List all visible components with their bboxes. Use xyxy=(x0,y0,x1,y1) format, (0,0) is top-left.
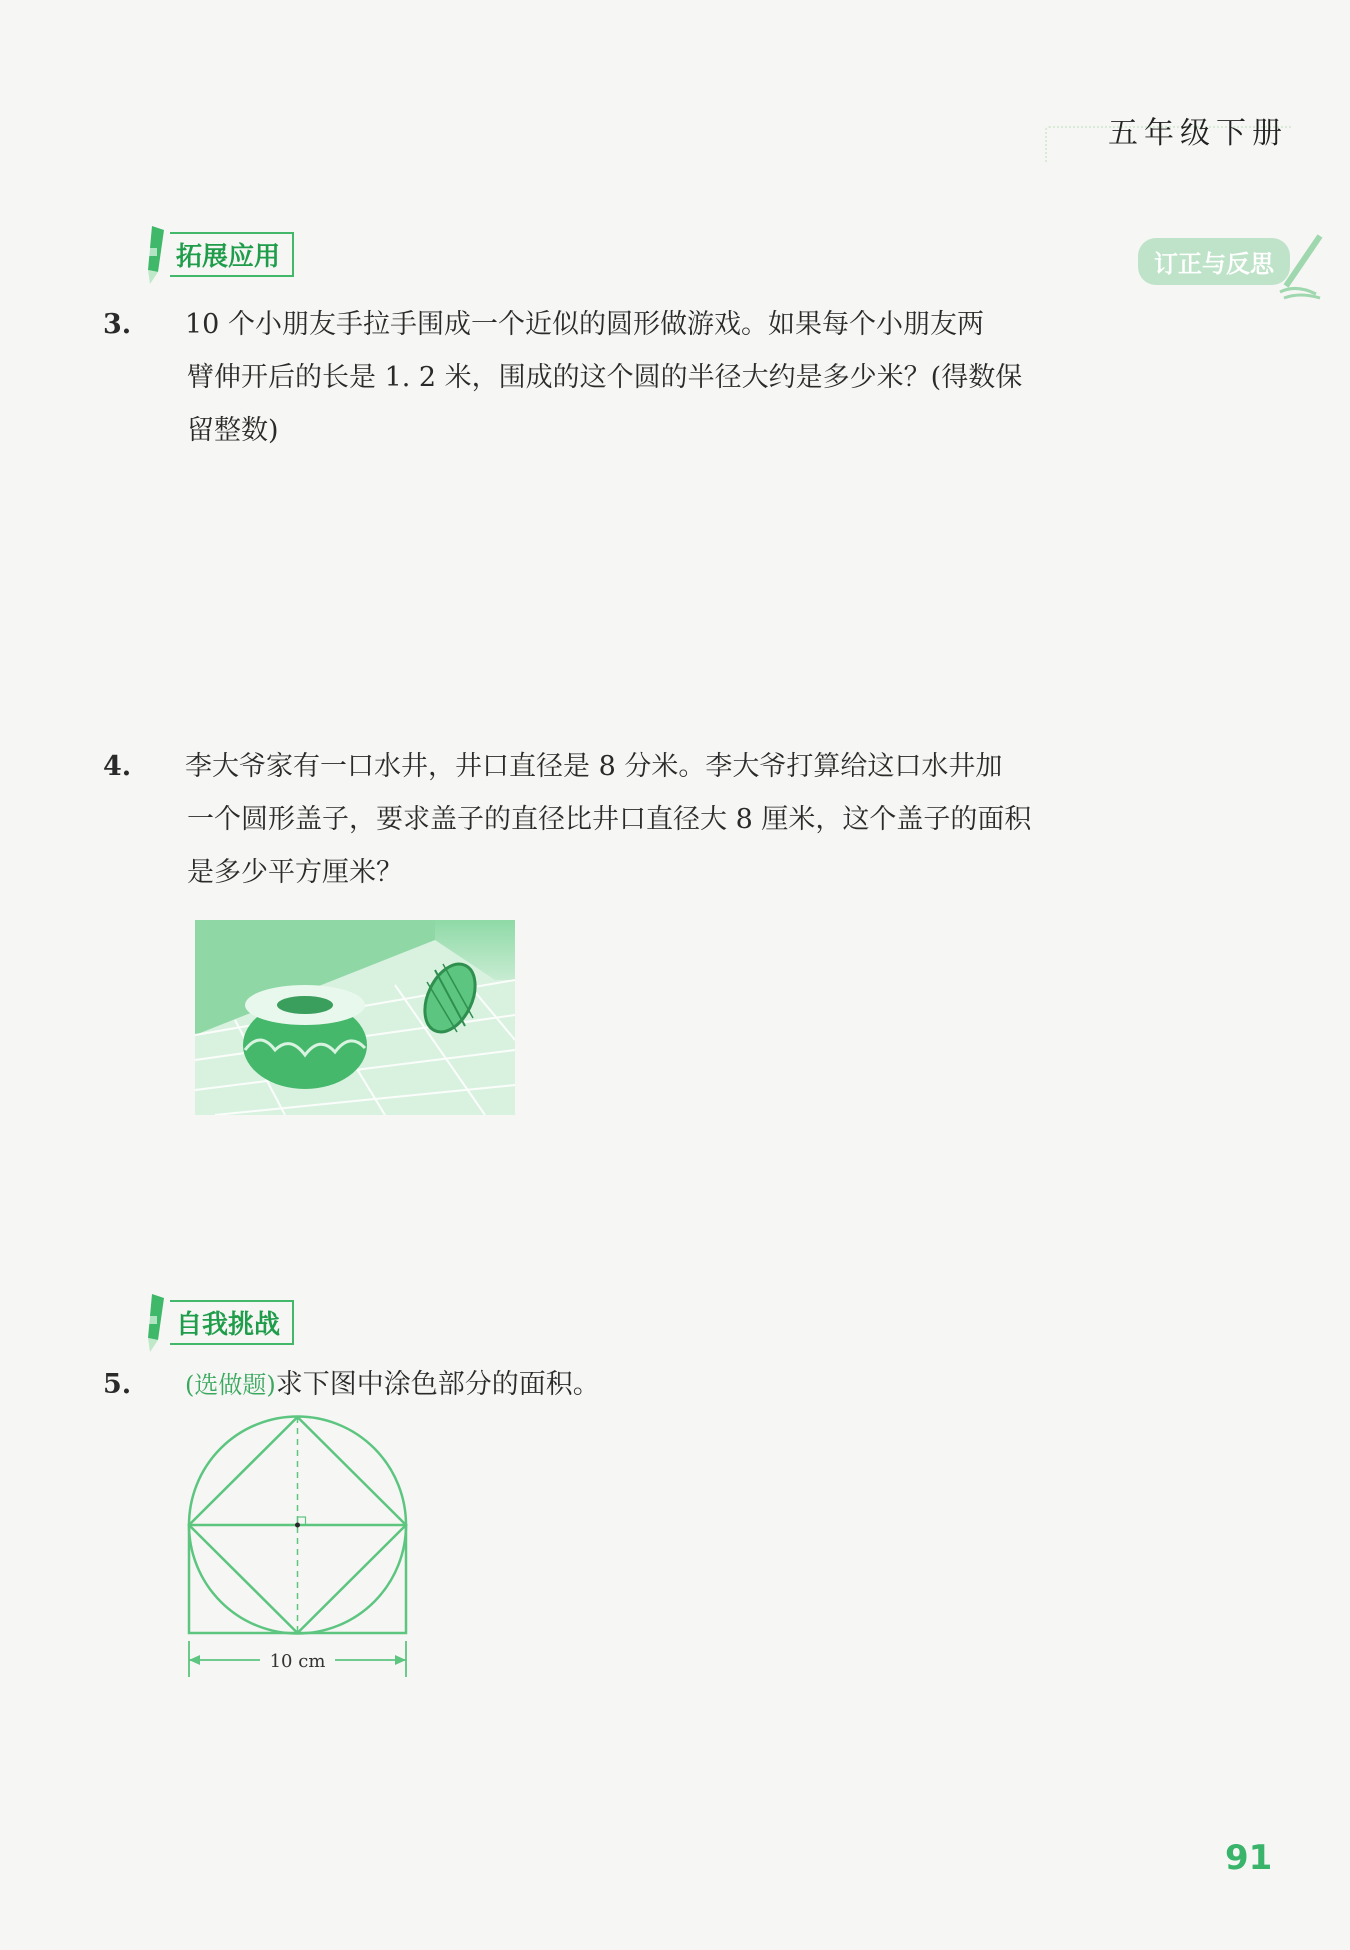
pencil-icon xyxy=(140,222,174,286)
question-text-line: 是多少平方厘米？ xyxy=(187,857,403,888)
question-3 xyxy=(103,298,1095,457)
question-text-line: 李大爷家有一口水井，井口直径是 8 分米。李大爷打算给这口水井加 xyxy=(185,751,1003,782)
geometry-figure xyxy=(180,1415,420,1690)
correction-label: 订正与反思 xyxy=(1138,238,1290,285)
question-text: 求下图中涂色部分的面积。 xyxy=(275,1369,600,1400)
question-text-line: 留整数) xyxy=(187,415,279,446)
correction-badge xyxy=(1138,222,1326,300)
grade-label: 五年级下册 xyxy=(1108,116,1288,151)
question-5 xyxy=(103,1358,1095,1412)
section-title-challenge: 自我挑战 xyxy=(170,1300,294,1345)
optional-tag: (选做题) xyxy=(185,1371,276,1399)
section-heading-extend xyxy=(140,222,294,286)
page-number: 91 xyxy=(1225,1838,1273,1878)
question-number: 5. xyxy=(103,1369,132,1400)
pencil-icon xyxy=(1276,230,1326,300)
question-text-line: 一个圆形盖子，要求盖子的直径比井口直径大 8 厘米，这个盖子的面积 xyxy=(187,804,1032,835)
section-title-extend: 拓展应用 xyxy=(170,232,294,277)
question-number: 4. xyxy=(103,751,132,782)
dimension-label: 10 cm xyxy=(269,1651,326,1672)
well-illustration xyxy=(195,920,515,1115)
section-heading-challenge xyxy=(140,1290,294,1354)
question-text-line: 10 个小朋友手拉手围成一个近似的圆形做游戏。如果每个小朋友两 xyxy=(185,309,984,340)
question-4 xyxy=(103,740,1095,899)
question-number: 3. xyxy=(103,309,132,340)
question-text-line: 臂伸开后的长是 1. 2 米，围成的这个圆的半径大约是多少米？(得数保 xyxy=(187,362,1023,393)
pencil-icon xyxy=(140,1290,174,1354)
